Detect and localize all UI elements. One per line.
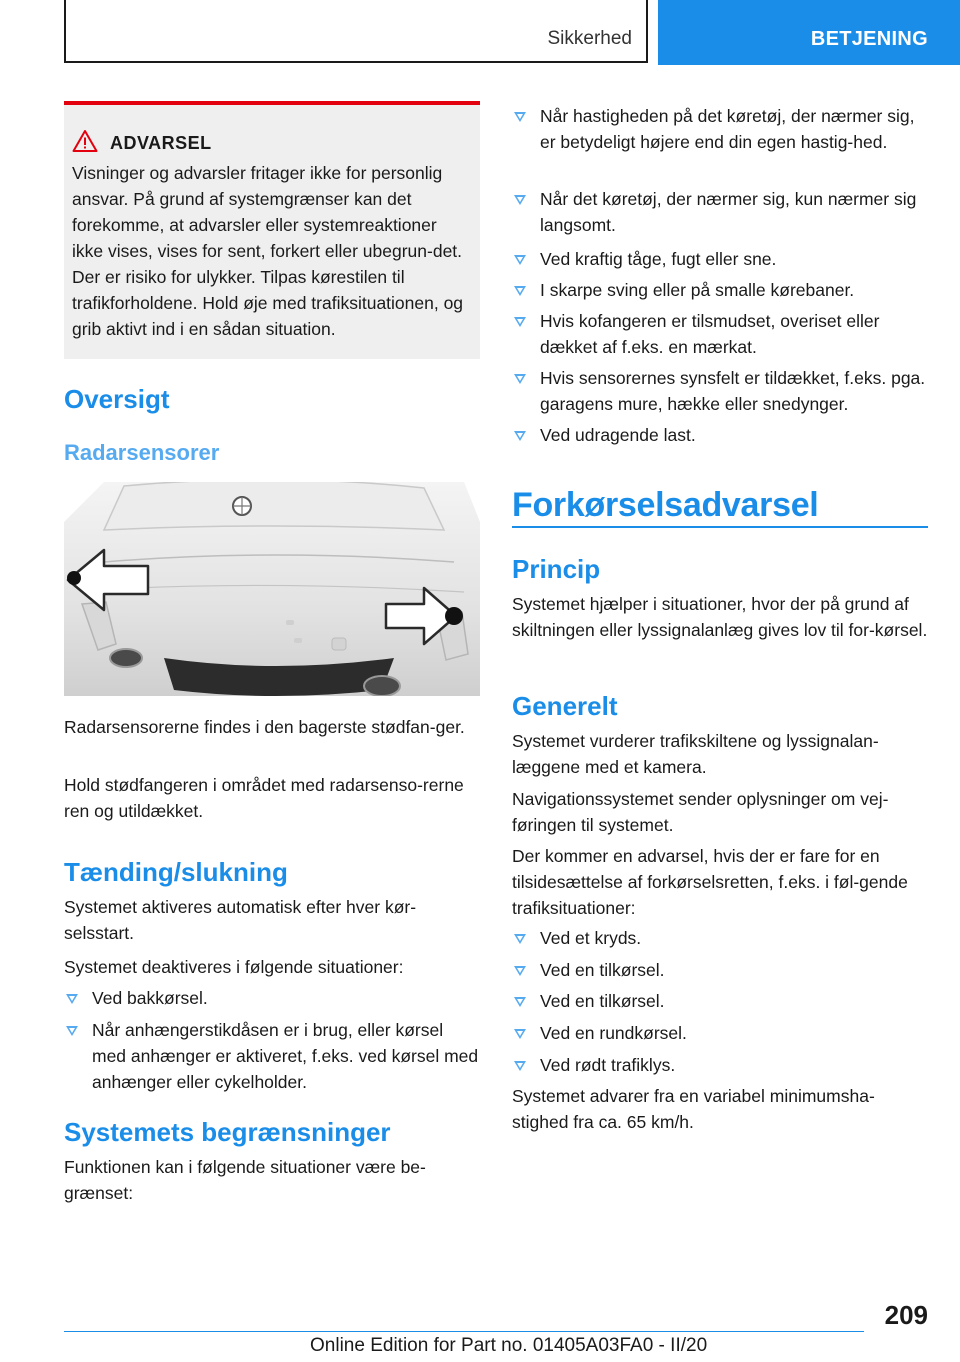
heading-generelt: Generelt bbox=[512, 691, 618, 721]
list-item: Ved en tilkørsel. bbox=[512, 957, 928, 983]
bullet-triangle-icon bbox=[514, 286, 526, 296]
list-item: Hvis sensorernes synsfelt er tildækket, f.eks. pga. garagens mure, hække eller snedynger. bbox=[512, 365, 928, 417]
heading-begraensninger: Systemets begrænsninger bbox=[64, 1117, 391, 1147]
para-camera: Systemet vurderer trafikskiltene og lyssignalan-læggene med et kamera. bbox=[512, 731, 879, 777]
list-item: Ved en rundkørsel. bbox=[512, 1020, 928, 1046]
header-chapter: BETJENING bbox=[810, 28, 928, 50]
list-item: Hvis kofangeren er tilsmudset, overiset eller dækket af f.eks. en mærkat. bbox=[512, 308, 928, 360]
bullet-triangle-icon bbox=[514, 317, 526, 327]
list-item: Ved en tilkørsel. bbox=[512, 988, 928, 1014]
warning-box bbox=[64, 101, 480, 359]
bullet-triangle-icon bbox=[514, 1061, 526, 1071]
rear-bumper-illustration bbox=[64, 482, 480, 696]
heading-taending: Tænding/slukning bbox=[64, 857, 288, 887]
header-section-box bbox=[64, 0, 648, 63]
heading-princip: Princip bbox=[512, 554, 601, 584]
bullet-triangle-icon bbox=[514, 997, 526, 1007]
list-item: Ved kraftig tåge, fugt eller sne. bbox=[512, 246, 928, 272]
list-item: Når hastigheden på det køretøj, der nærmer sig, er betydeligt højere end din egen hastig-hed. bbox=[512, 103, 928, 155]
footer-rule bbox=[64, 1331, 864, 1332]
header-chapter-tab bbox=[658, 0, 960, 65]
page-number: 209 bbox=[884, 1300, 928, 1330]
heading-radarsensorer: Radarsensorer bbox=[64, 440, 220, 465]
bullet-triangle-icon bbox=[66, 994, 78, 1004]
heading-rule bbox=[512, 526, 928, 528]
header-section: Sikkerhed bbox=[547, 28, 632, 49]
list-item: Ved rødt trafiklys. bbox=[512, 1052, 928, 1078]
para-warning-conditions: Der kommer en advarsel, hvis der er fare for en tilsidesættelse af forkørselsretten, f.eks. i føl-gende trafiksituationer: bbox=[512, 846, 908, 918]
warning-title bbox=[110, 133, 472, 154]
bullet-triangle-icon bbox=[514, 966, 526, 976]
bullet-triangle-icon bbox=[514, 431, 526, 441]
list-item: Ved udragende last. bbox=[512, 422, 928, 448]
bullet-triangle-icon bbox=[514, 195, 526, 205]
bullet-triangle-icon bbox=[514, 1029, 526, 1039]
warning-body: Visninger og advarsler fritager ikke for personlig ansvar. På grund af systemgrænser kan det forekomme, at advarsler eller systemreaktioner ikke vises, vises for sent, forkert eller ubegrun-det. Der er risiko for ulykker. Tilpas kørestilen til trafikforholdene. Hold øje med trafiksituationen, og grib aktivt ind i en sådan situation. bbox=[72, 163, 464, 339]
bullet-triangle-icon bbox=[514, 374, 526, 384]
list-item: Ved bakkørsel. bbox=[64, 985, 480, 1011]
bullet-triangle-icon bbox=[514, 112, 526, 122]
footer-edition: Online Edition for Part no. 01405A03FA0 - II/20 bbox=[310, 1335, 708, 1356]
list-item: Når det køretøj, der nærmer sig, kun nærmer sig langsomt. bbox=[512, 186, 928, 238]
list-item: I skarpe sving eller på smalle kørebaner. bbox=[512, 277, 928, 303]
para-deactivation: Systemet deaktiveres i følgende situationer: bbox=[64, 957, 404, 977]
warning-triangle-icon bbox=[72, 129, 98, 153]
para-navigation: Navigationssystemet sender oplysninger om vej-føringen til systemet. bbox=[512, 789, 889, 835]
para-princip: Systemet hjælper i situationer, hvor der på grund af skiltningen eller lyssignalanlæg gives lov til for-kørsel. bbox=[512, 594, 928, 640]
para-min-speed: Systemet advarer fra en variabel minimumsha-stighed fra ca. 65 km/h. bbox=[512, 1086, 875, 1132]
warning-title-text: ADVARSEL bbox=[110, 133, 212, 153]
list-item: Ved et kryds. bbox=[512, 925, 928, 951]
para-limitations: Funktionen kan i følgende situationer være be-grænset: bbox=[64, 1157, 426, 1203]
para-radar-location: Radarsensorerne findes i den bagerste stødfan-ger. bbox=[64, 717, 465, 737]
bullet-triangle-icon bbox=[66, 1026, 78, 1036]
para-activation: Systemet aktiveres automatisk efter hver kør-selsstart. bbox=[64, 897, 417, 943]
rear-bumper-photo bbox=[64, 482, 480, 696]
heading-forkoerselsadvarsel: Forkørselsadvarsel bbox=[512, 486, 819, 524]
list-item: Når anhængerstikdåsen er i brug, eller kørsel med anhænger er aktiveret, f.eks. ved kørsel med anhænger eller cykelholder. bbox=[64, 1017, 480, 1095]
para-keep-clean: Hold stødfangeren i området med radarsenso-rerne ren og utildækket. bbox=[64, 775, 464, 821]
bullet-triangle-icon bbox=[514, 934, 526, 944]
heading-oversigt: Oversigt bbox=[64, 384, 170, 414]
bullet-triangle-icon bbox=[514, 255, 526, 265]
